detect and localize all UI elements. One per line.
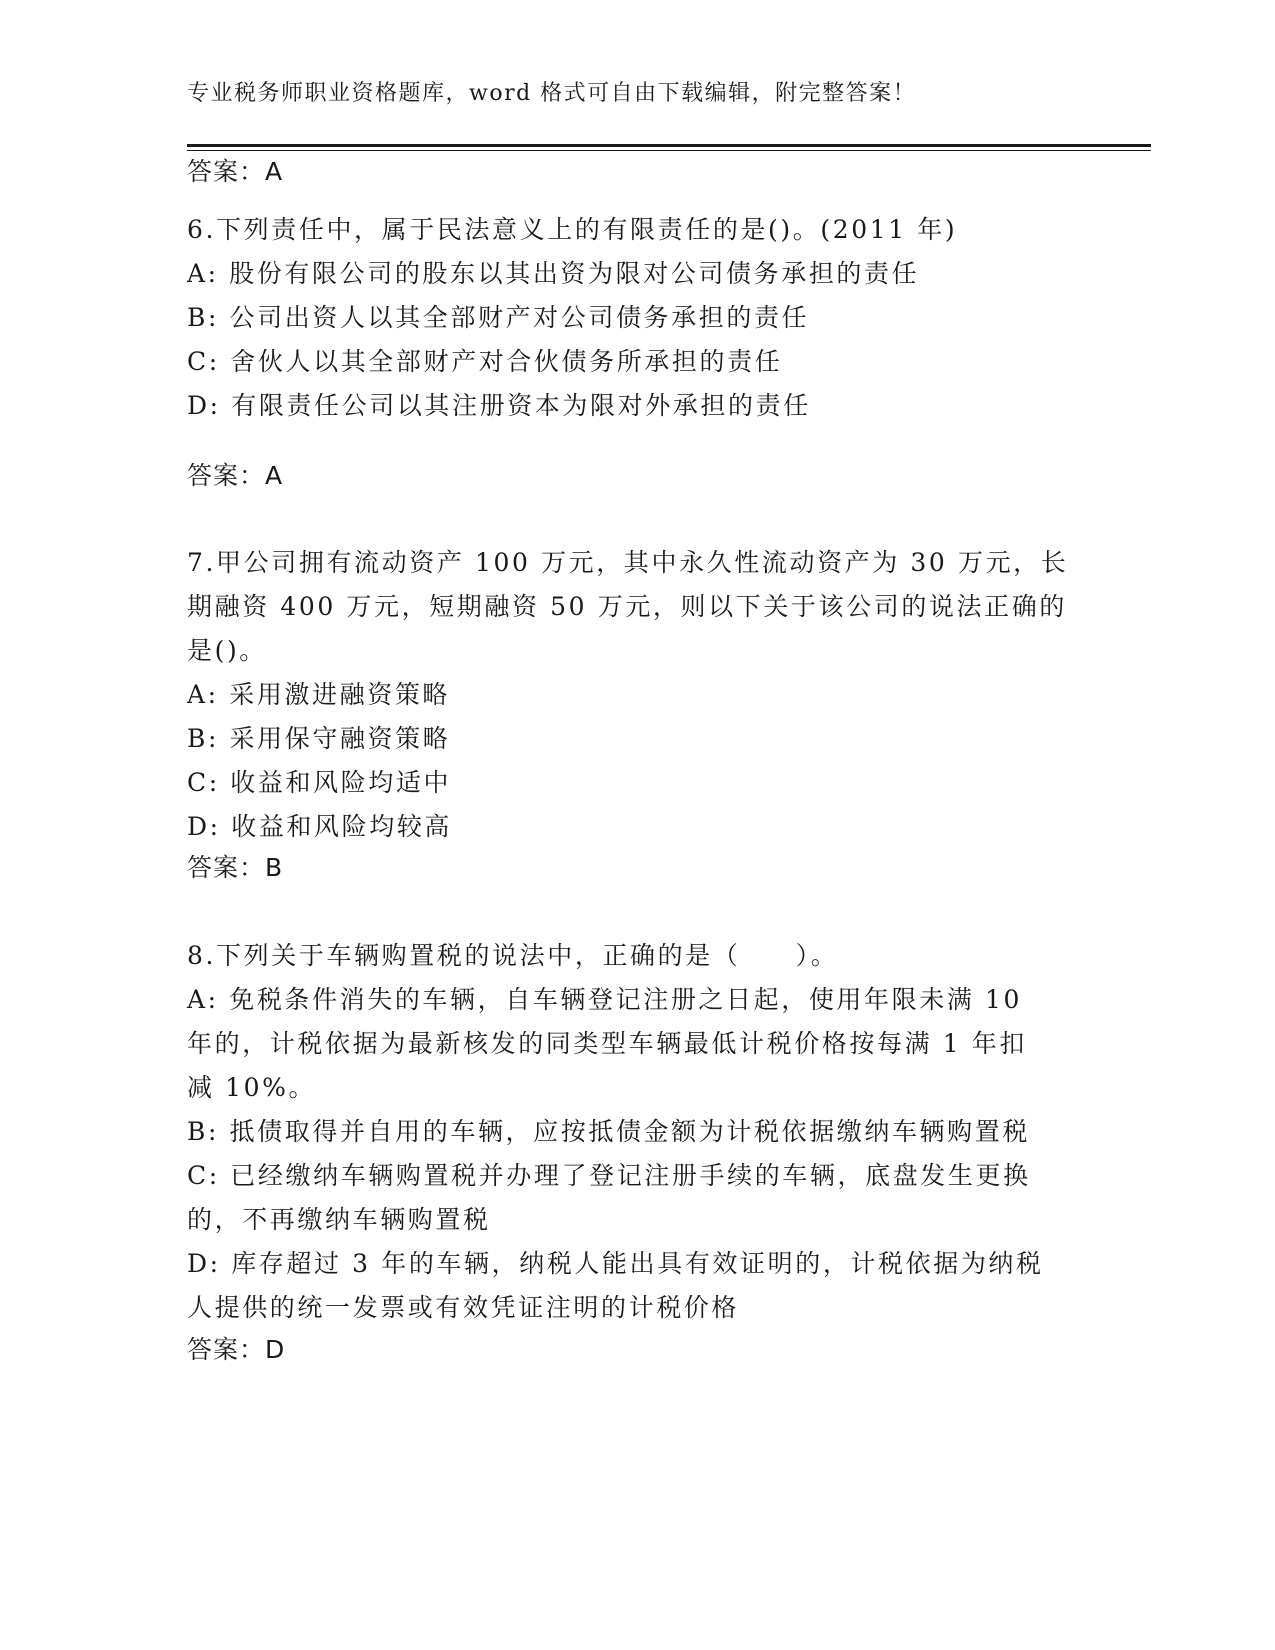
question-7-option-a: A: 采用激进融资策略	[187, 680, 451, 709]
question-7-option-c: C: 收益和风险均适中	[187, 768, 452, 797]
question-6-option-d: D: 有限责任公司以其注册资本为限对外承担的责任	[187, 391, 811, 420]
question-6-option-a: A: 股份有限公司的股东以其出资为限对公司债务承担的责任	[187, 259, 920, 288]
page-header-text: 专业税务师职业资格题库，word 格式可自由下载编辑，附完整答案！	[187, 81, 917, 106]
question-8-option-d-line-1: D: 库存超过 3 年的车辆，纳税人能出具有效证明的，计税依据为纳税	[187, 1249, 1044, 1278]
question-7-stem-line-2: 期融资 400 万元，短期融资 50 万元，则以下关于该公司的说法正确的	[187, 592, 1067, 621]
question-6-stem: 6.下列责任中，属于民法意义上的有限责任的是()。(2011 年)	[187, 215, 958, 244]
question-7-option-d: D: 收益和风险均较高	[187, 812, 453, 841]
answer-prev: 答案：A	[187, 157, 284, 186]
question-8-answer: 答案：D	[187, 1335, 286, 1364]
question-8-option-c-line-2: 的，不再缴纳车辆购置税	[187, 1205, 491, 1234]
question-8-option-c-line-1: C: 已经缴纳车辆购置税并办理了登记注册手续的车辆，底盘发生更换	[187, 1161, 1031, 1190]
question-6-option-b: B: 公司出资人以其全部财产对公司债务承担的责任	[187, 303, 810, 332]
header-rule-thin	[187, 150, 1151, 151]
header-rule-thick	[187, 144, 1151, 147]
question-8-option-d-line-2: 人提供的统一发票或有效凭证注明的计税价格	[187, 1293, 740, 1322]
question-7-stem-line-1: 7.甲公司拥有流动资产 100 万元，其中永久性流动资产为 30 万元，长	[187, 548, 1069, 577]
question-6-answer: 答案：A	[187, 461, 284, 490]
question-6-option-c: C: 舍伙人以其全部财产对合伙债务所承担的责任	[187, 347, 783, 376]
question-8-option-a-line-1: A: 免税条件消失的车辆，自车辆登记注册之日起，使用年限未满 10	[187, 985, 1022, 1014]
question-8-option-a-line-2: 年的，计税依据为最新核发的同类型车辆最低计税价格按每满 1 年扣	[187, 1029, 1028, 1058]
question-8-option-b: B: 抵债取得并自用的车辆，应按抵债金额为计税依据缴纳车辆购置税	[187, 1117, 1030, 1146]
question-7-option-b: B: 采用保守融资策略	[187, 724, 451, 753]
question-8-option-a-line-3: 减 10%。	[187, 1073, 317, 1102]
question-8-stem: 8.下列关于车辆购置税的说法中，正确的是（ ）。	[187, 941, 839, 970]
question-7-stem-line-3: 是()。	[187, 636, 267, 665]
question-7-answer: 答案：B	[187, 853, 284, 882]
